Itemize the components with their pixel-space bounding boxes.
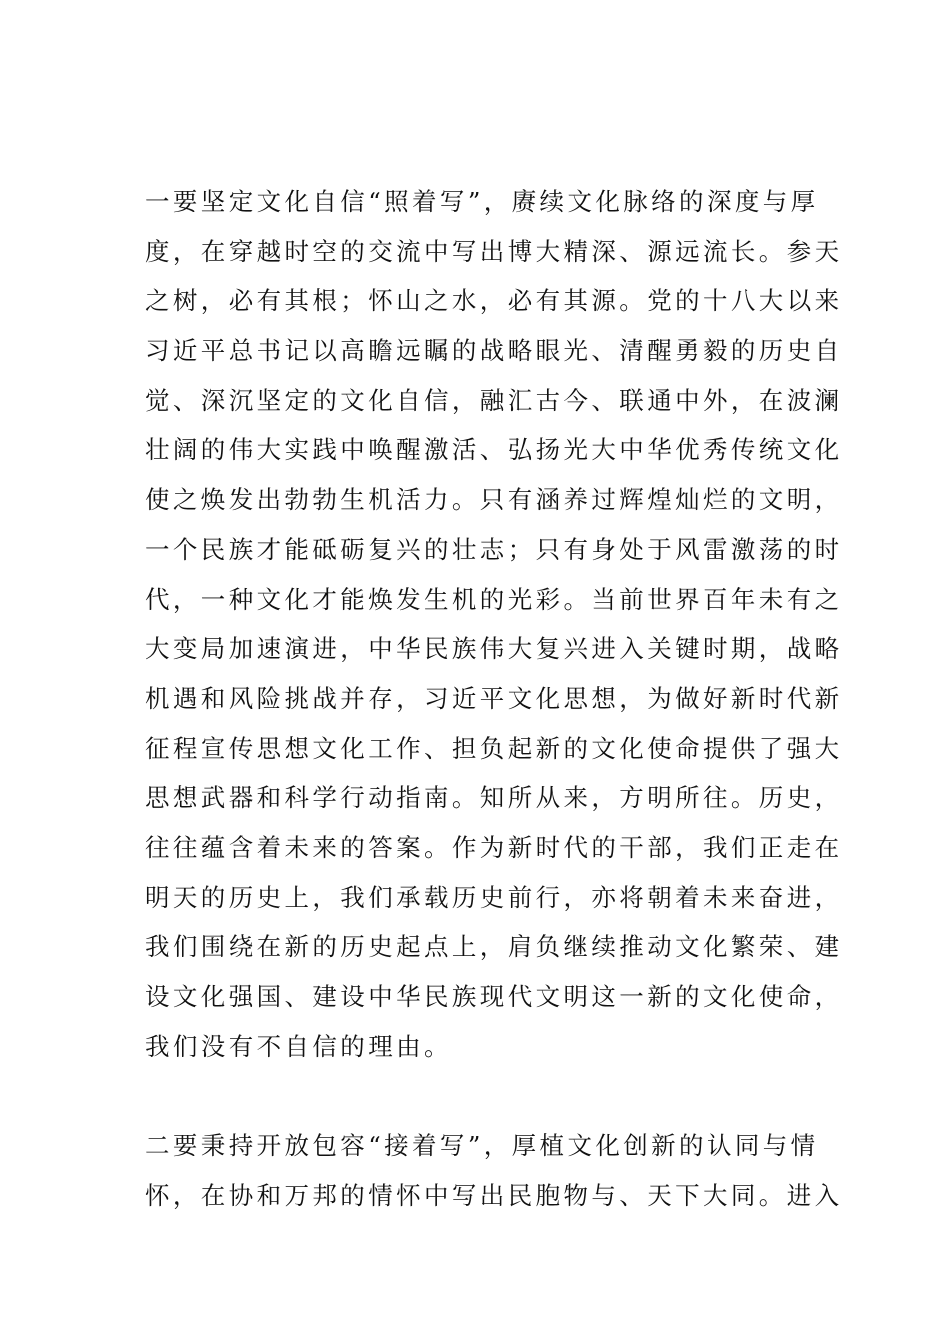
text-line: 壮阔的伟大实践中唤醒激活、弘扬光大中华优秀传统文化	[145, 435, 843, 465]
text-line: 大变局加速演进，中华民族伟大复兴进入关键时期，战略	[145, 634, 843, 664]
text-line: 一个民族才能砥砺复兴的壮志；只有身处于风雷激荡的时	[145, 534, 843, 564]
text-line: 觉、深沉坚定的文化自信，融汇古今、联通中外，在波澜	[145, 385, 843, 415]
text-line: 使之焕发出勃勃生机活力。只有涵养过辉煌灿烂的文明，	[145, 485, 843, 515]
text-line: 思想武器和科学行动指南。知所从来，方明所往。历史，	[145, 783, 843, 813]
text-line: 一要坚定文化自信“照着写”，赓续文化脉络的深度与厚	[145, 187, 819, 216]
text-line: 征程宣传思想文化工作、担负起新的文化使命提供了强大	[145, 733, 843, 763]
document-body	[145, 177, 843, 1220]
text-line: 二要秉持开放包容“接着写”，厚植文化创新的认同与情	[145, 1131, 819, 1161]
text-line: 我们围绕在新的历史起点上，肩负继续推动文化繁荣、建	[145, 932, 843, 962]
text-line: 度，在穿越时空的交流中写出博大精深、源远流长。参天	[145, 236, 843, 266]
text-line: 明天的历史上，我们承载历史前行，亦将朝着未来奋进，	[145, 882, 843, 912]
text-line: 怀，在协和万邦的情怀中写出民胞物与、天下大同。进入	[145, 1180, 843, 1210]
paragraph-2	[145, 1121, 843, 1220]
text-line: 往往蕴含着未来的答案。作为新时代的干部，我们正走在	[145, 832, 843, 862]
text-line: 设文化强国、建设中华民族现代文明这一新的文化使命，	[145, 982, 843, 1011]
text-line: 之树，必有其根；怀山之水，必有其源。党的十八大以来	[145, 286, 843, 316]
text-line: 我们没有不自信的理由。	[145, 1031, 452, 1061]
text-line: 习近平总书记以高瞻远瞩的战略眼光、清醒勇毅的历史自	[145, 336, 843, 366]
text-line: 代，一种文化才能焕发生机的光彩。当前世界百年未有之	[145, 584, 843, 614]
paragraph-spacer	[145, 1071, 805, 1121]
text-line: 机遇和风险挑战并存，习近平文化思想，为做好新时代新	[145, 683, 843, 713]
paragraph-1	[145, 177, 843, 1071]
